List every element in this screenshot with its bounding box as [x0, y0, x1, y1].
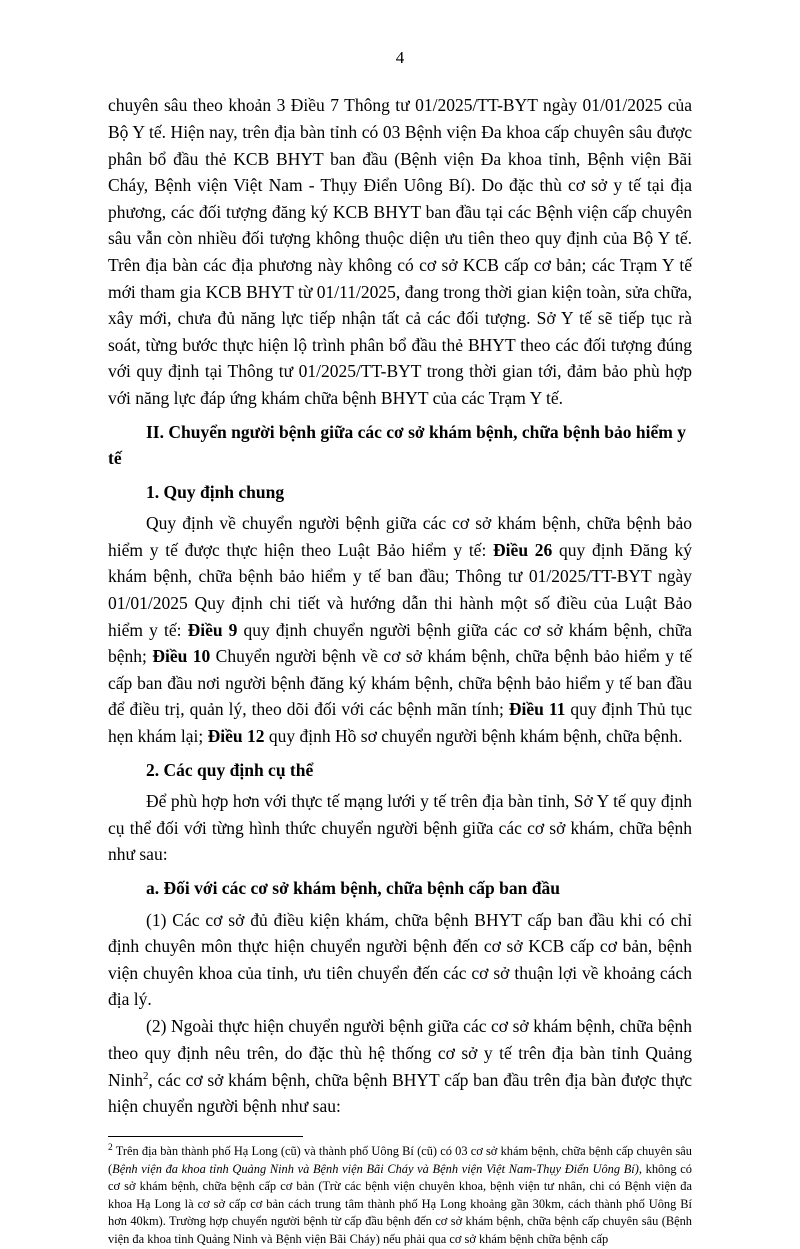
document-body	[108, 92, 692, 1119]
paragraph-text: Để phù hợp hơn với thực tế mạng lưới y tế trên địa bàn tỉnh, Sở Y tế quy định cụ thể đối với từng hình thức chuyển người bệnh giữa các cơ sở khám, chữa bệnh như sau:	[108, 791, 692, 865]
heading-subsection-1	[108, 479, 692, 506]
text-run-bold-dieu-12: Điều 12	[207, 726, 265, 747]
footnote-block	[108, 1142, 692, 1249]
footnote-text: Trên địa bàn thành phố Hạ Long (cũ) và thành phố Uông Bí (cũ) có 03 cơ sở khám bệnh, chữa bệnh cấp chuyên sâu (	[108, 1143, 692, 1176]
text-run: quy định Hồ sơ chuyển người bệnh khám bệnh, chữa bệnh.	[264, 726, 683, 747]
paragraph-item-1	[108, 907, 692, 1013]
heading-subsection-2	[108, 757, 692, 784]
heading-text: 2. Các quy định cụ thể	[146, 759, 314, 780]
heading-text: 1. Quy định chung	[146, 481, 285, 502]
heading-item-a	[108, 875, 692, 902]
text-run-bold-dieu-9: Điều 9	[187, 619, 238, 640]
footnote-text: , không có cơ sở khám bệnh, chữa bệnh cấp cơ bản (Trừ các bệnh viện chuyên khoa, bệnh viện tư nhân, chi có Bệnh viện đa khoa Hạ Long là cơ sở cấp cơ bản cách trung tâm thành phố Hạ Long khoảng gần 30km, cách thành phố Uông Bí hơn 40km). Trường hợp chuyển người bệnh từ cấp đầu bệnh đến cơ sở khám bệnh, chữa bệnh cấp chuyên sâu (Bệnh viện đa khoa tỉnh Quảng Ninh và Bệnh viện Bãi Cháy) nếu phải qua cơ sở khám bệnh chữa bệnh cấp	[108, 1161, 692, 1247]
footnote-separator	[108, 1136, 303, 1137]
text-run: quy định chuyển người bệnh giữa các cơ sở khám bệnh, chữa bệnh;	[108, 619, 693, 667]
text-run-bold-dieu-26: Điều 26	[493, 539, 553, 560]
text-run: (2) Ngoài thực hiện chuyển người bệnh giữa các cơ sở khám bệnh, chữa bệnh theo quy định nêu trên, do đặc thù hệ thống cơ sở y tế trên địa bàn tỉnh Quảng Ninh	[108, 1016, 692, 1090]
text-run: quy định Thủ tục hẹn khám lại;	[108, 699, 692, 747]
heading-section-ii	[108, 419, 692, 472]
page-number: 4	[395, 48, 405, 67]
text-run: Quy định về chuyển người bệnh giữa các cơ sở khám bệnh, chữa bệnh bảo hiểm y tế được thực hiện theo Luật Bảo hiểm y tế:	[108, 513, 692, 560]
text-run: Chuyển người bệnh về cơ sở khám bệnh, chữa bệnh bảo hiểm y tế cấp ban đầu nơi người bệnh đăng ký khám bệnh, chữa bệnh bảo hiểm y tế ban đầu để điều trị, quản lý, theo dõi đối với các bệnh mãn tính;	[108, 646, 692, 720]
footnote-text-italic: Bệnh viện đa khoa tỉnh Quảng Ninh và Bệnh viện Bãi Cháy và Bệnh viện Việt Nam-Thụy Điển Uông Bí)	[112, 1161, 639, 1176]
paragraph-specific-rules	[108, 788, 692, 868]
footnote-reference-2: 2	[143, 1069, 149, 1082]
heading-text: a. Đối với các cơ sở khám bệnh, chữa bệnh cấp ban đầu	[146, 878, 560, 899]
paragraph-text: chuyên sâu theo khoản 3 Điều 7 Thông tư 01/2025/TT-BYT ngày 01/01/2025 của Bộ Y tế. Hiện nay, trên địa bàn tỉnh có 03 Bệnh viện Đa khoa cấp chuyên sâu được phân bổ đầu thẻ KCB BHYT ban đầu (Bệnh viện Đa khoa tỉnh, Bệnh viện Bãi Cháy, Bệnh viện Việt Nam - Thụy Điển Uông Bí). Do đặc thù cơ sở y tế tại địa phương, các đối tượng đăng ký KCB BHYT ban đầu tại các Bệnh viện cấp chuyên sâu vẫn còn nhiều đối tượng không thuộc diện ưu tiên theo quy định của Bộ Y tế. Trên địa bàn các địa phương này không có cơ sở KCB cấp cơ bản; các Trạm Y tế mới tham gia KCB BHYT từ 01/11/2025, đang trong thời gian kiện toàn, sửa chữa, xây mới, chưa đủ năng lực tiếp nhận tất cả các đối tượng. Sở Y tế sẽ tiếp tục rà soát, từng bước thực hiện lộ trình phân bổ đầu thẻ BHYT theo các đối tượng đúng với quy định tại Thông tư 01/2025/TT-BYT trong thời gian tới, đảm bảo phù hợp với năng lực đáp ứng khám chữa bệnh BHYT của các Trạm Y tế.	[108, 95, 692, 408]
text-run-bold-dieu-11: Điều 11	[508, 699, 566, 720]
footnote-marker: 2	[108, 1142, 113, 1153]
heading-text: II. Chuyển người bệnh giữa các cơ sở khám bệnh, chữa bệnh bảo hiểm y tế	[108, 421, 686, 469]
paragraph-text: (1) Các cơ sở đủ điều kiện khám, chữa bệnh BHYT cấp ban đầu khi có chỉ định chuyên môn thực hiện chuyển người bệnh đến cơ sở KCB cấp cơ bản, bệnh viện chuyên khoa của tỉnh, ưu tiên chuyển đến các cơ sở thuận lợi về khoảng cách địa lý.	[108, 909, 692, 1010]
text-run: , các cơ sở khám bệnh, chữa bệnh BHYT cấp ban đầu trên địa bàn được thực hiện chuyển người bệnh như sau:	[108, 1069, 692, 1117]
paragraph-item-2	[108, 1013, 692, 1119]
text-run-bold-dieu-10: Điều 10	[152, 646, 211, 667]
text-run: quy định Đăng ký khám bệnh, chữa bệnh bảo hiểm y tế ban đầu; Thông tư 01/2025/TT-BYT ngày 01/01/2025 Quy định chi tiết và hướng dẫn thi hành một số điều của Luật Bảo hiểm y tế:	[108, 539, 692, 640]
paragraph-general-rules	[108, 510, 692, 749]
paragraph-intro	[108, 92, 692, 411]
